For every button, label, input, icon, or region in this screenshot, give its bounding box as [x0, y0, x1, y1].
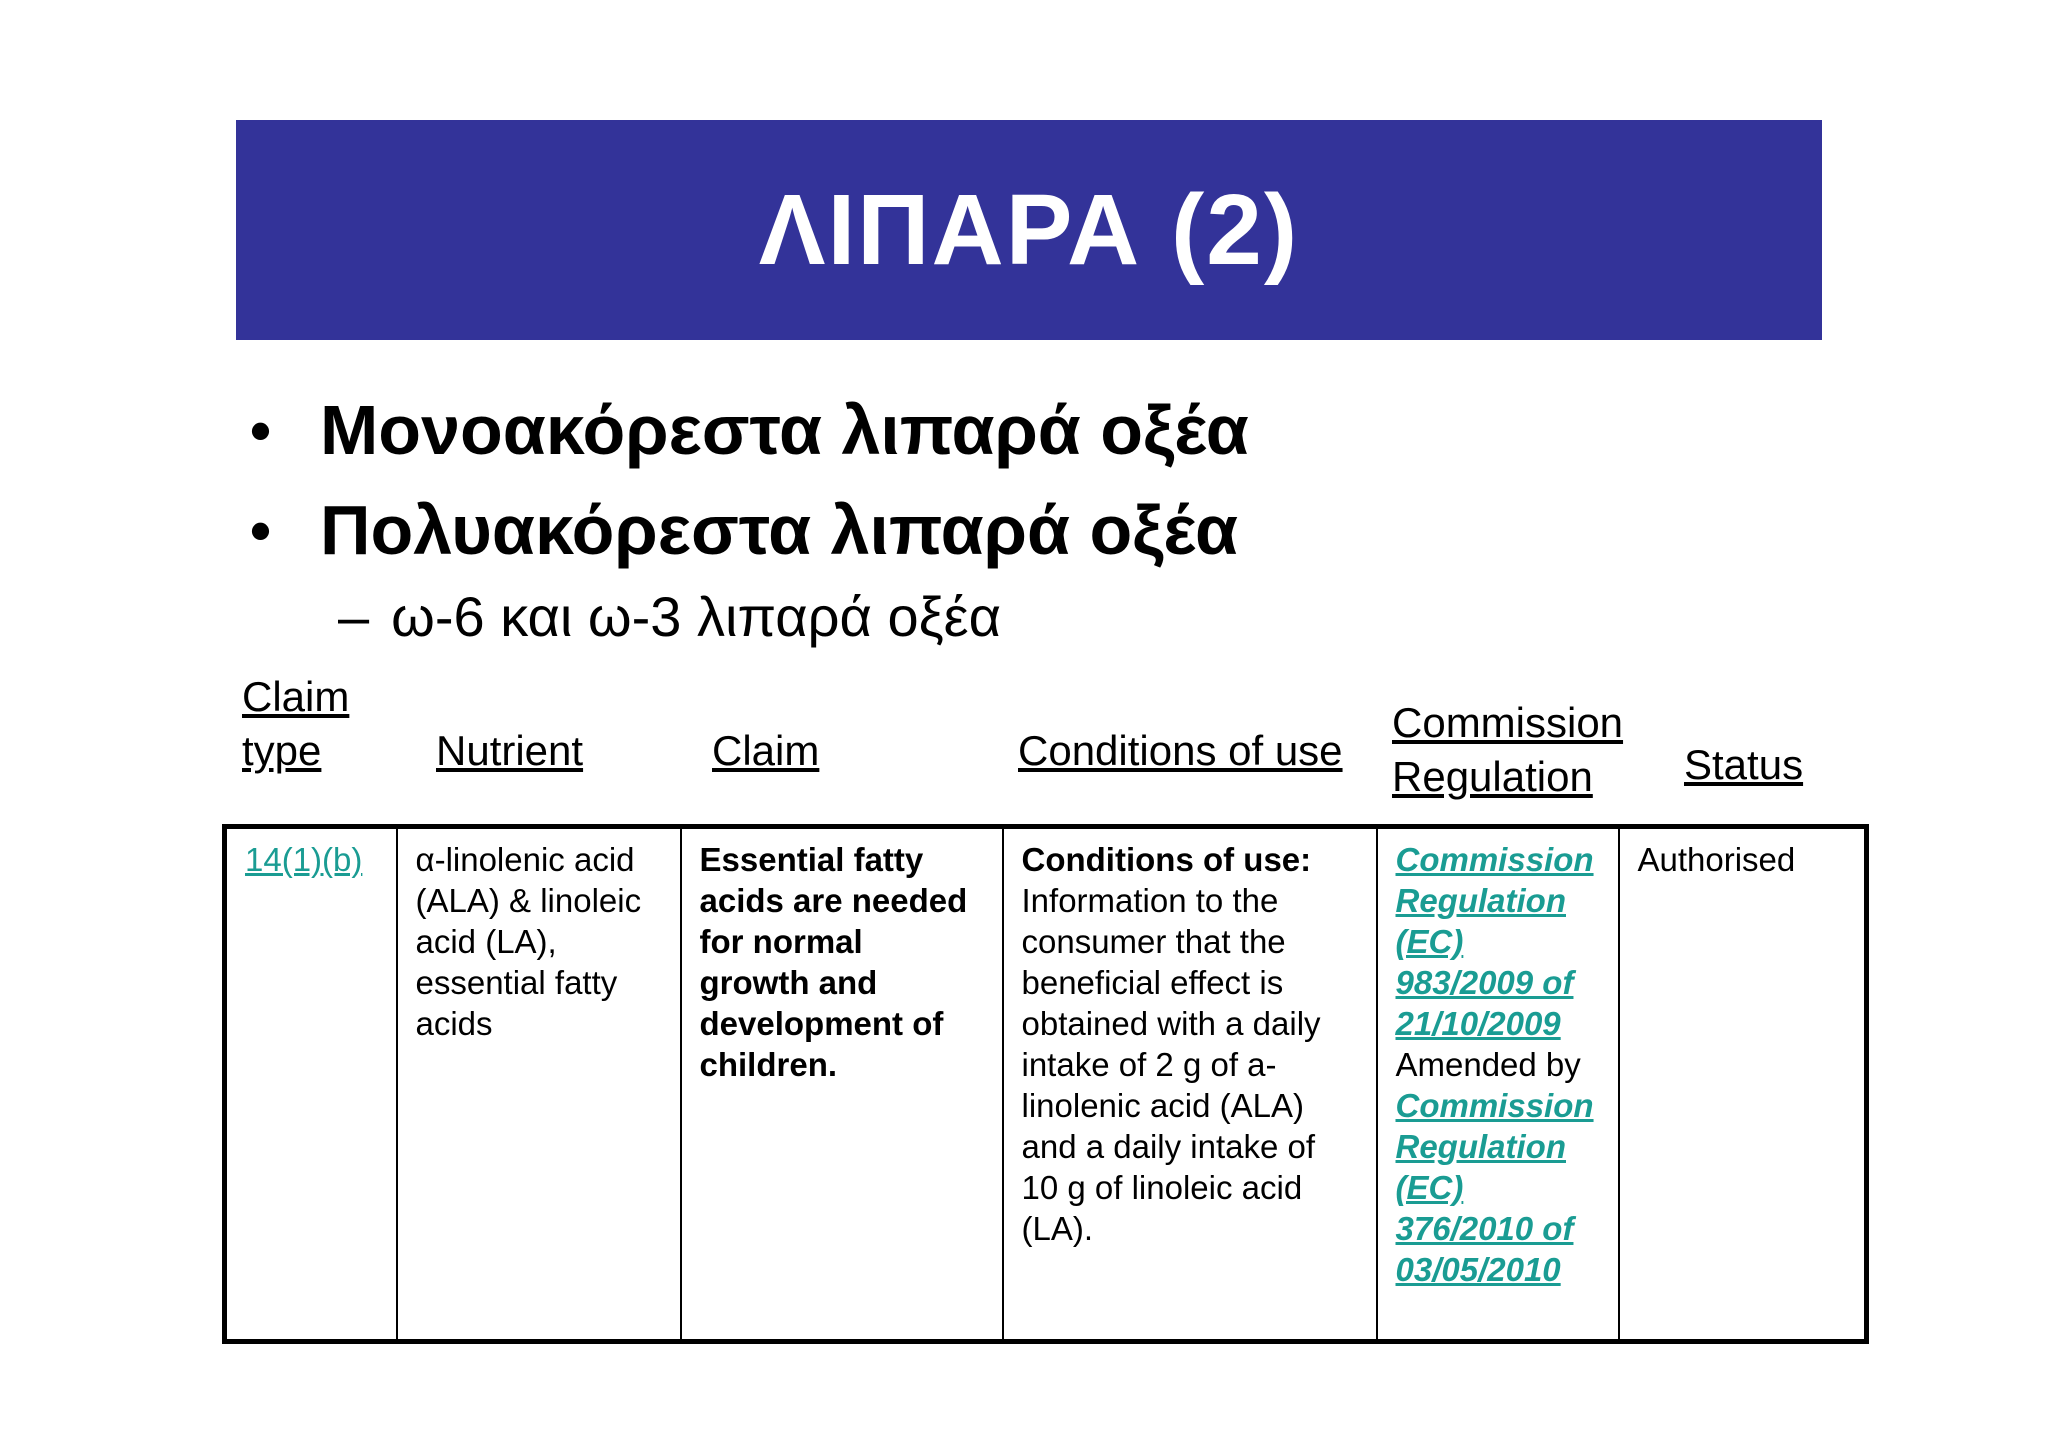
- regulation-link-line: Regulation: [1395, 882, 1566, 919]
- header-regulation-line-2: Regulation: [1392, 753, 1593, 800]
- cell-conditions: [1003, 827, 1377, 1342]
- bullet-item: [250, 380, 1249, 480]
- nutrient-line: acid (LA),: [415, 923, 557, 960]
- cell-claim: [681, 827, 1003, 1342]
- slide-title: ΛΙΠΑΡΑ (2): [758, 173, 1300, 286]
- bullet-text: Πολυακόρεστα λιπαρά οξέα: [320, 491, 1238, 569]
- claim-line: for normal: [699, 923, 863, 960]
- conditions-line: and a daily intake of: [1021, 1128, 1316, 1165]
- header-nutrient: Nutrient: [436, 727, 584, 774]
- nutrient-line: α-linolenic acid: [415, 841, 635, 878]
- cell-regulation: [1377, 827, 1619, 1342]
- header-claim-type: [242, 670, 349, 778]
- claim-line: acids are needed: [699, 882, 968, 919]
- conditions-line: beneficial effect is: [1021, 964, 1284, 1001]
- regulation-link-line: 21/10/2009: [1395, 1005, 1561, 1042]
- amended-by-label: Amended by: [1395, 1046, 1581, 1083]
- conditions-line: consumer that the: [1021, 923, 1286, 960]
- header-status: Status: [1684, 741, 1804, 788]
- nutrient-line: (ALA) & linoleic: [415, 882, 642, 919]
- regulation-link-line: (EC): [1395, 1169, 1464, 1206]
- nutrient-line: essential fatty: [415, 964, 618, 1001]
- regulation-link-line: Commission: [1395, 841, 1594, 878]
- claim-type-link[interactable]: 14(1)(b): [245, 841, 363, 878]
- claim-line: Essential fatty: [699, 841, 924, 878]
- sub-bullet-marker: –: [338, 585, 370, 648]
- conditions-line: 10 g of linoleic acid: [1021, 1169, 1303, 1206]
- bullet-list: [250, 380, 1249, 580]
- regulation-link-line: Regulation: [1395, 1128, 1566, 1165]
- regulation-link-line: 983/2009 of: [1395, 964, 1574, 1001]
- claim-line: children.: [699, 1046, 838, 1083]
- regulation-link-line: Commission: [1395, 1087, 1594, 1124]
- regulation-link-376-2010[interactable]: [1396, 1085, 1604, 1290]
- title-bar: [236, 120, 1822, 340]
- cell-claim-type: [225, 827, 397, 1342]
- bullet-marker: •: [250, 496, 272, 564]
- header-claim-type-line-1: Claim: [242, 673, 350, 720]
- claim-line: development of: [699, 1005, 944, 1042]
- bullet-marker: •: [250, 396, 272, 464]
- header-claim-type-line-2: type: [242, 727, 322, 774]
- claims-table: [222, 824, 1869, 1344]
- regulation-link-line: 376/2010 of: [1395, 1210, 1574, 1247]
- conditions-label: Conditions of use:: [1021, 841, 1312, 878]
- conditions-line: Information to the: [1021, 882, 1279, 919]
- regulation-link-983-2009[interactable]: [1396, 839, 1604, 1044]
- header-claim: Claim: [712, 727, 820, 774]
- regulation-link-line: (EC): [1395, 923, 1464, 960]
- header-regulation-line-1: Commission: [1392, 699, 1624, 746]
- nutrient-line: acids: [415, 1005, 493, 1042]
- cell-status: [1619, 827, 1867, 1342]
- regulation-link-line: 03/05/2010: [1395, 1251, 1561, 1288]
- bullet-text: Μονοακόρεστα λιπαρά οξέα: [320, 391, 1249, 469]
- claim-line: growth and: [699, 964, 878, 1001]
- conditions-line: linolenic acid (ALA): [1021, 1087, 1304, 1124]
- header-regulation: [1392, 696, 1623, 804]
- status-text: Authorised: [1637, 841, 1796, 878]
- sub-bullet: [338, 584, 1001, 649]
- sub-bullet-text: ω-6 και ω-3 λιπαρά οξέα: [391, 585, 1002, 648]
- conditions-line: intake of 2 g of a-: [1021, 1046, 1277, 1083]
- conditions-line: obtained with a daily: [1021, 1005, 1321, 1042]
- table-row: [225, 827, 1867, 1342]
- header-conditions: Conditions of use: [1018, 727, 1343, 774]
- bullet-item: [250, 480, 1249, 580]
- conditions-line: (LA).: [1021, 1210, 1094, 1247]
- cell-nutrient: [397, 827, 681, 1342]
